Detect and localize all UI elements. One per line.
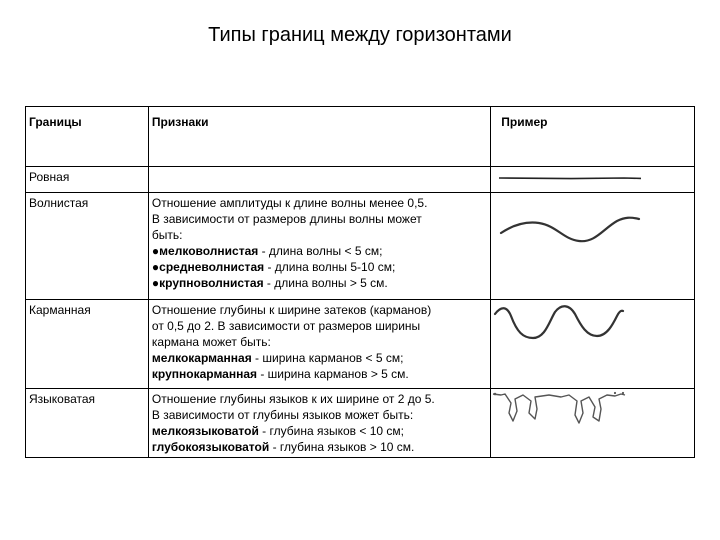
tongue-line-illustration (491, 391, 681, 455)
tongue-line-1: Отношение глубины языков к их ширине от 2 до 5. (151, 392, 435, 406)
pocket-item-large (152, 366, 487, 382)
bullet-icon: ● (151, 276, 160, 290)
tongue-item-deep (152, 439, 487, 455)
wavy-desc-small: - длина волны < 5 см; (258, 244, 383, 258)
row-name-tongue: Языковатая (26, 389, 149, 458)
wavy-term-small: мелковолнистая (159, 244, 259, 258)
row-name-wavy: Волнистая (26, 193, 149, 300)
row-features-flat (148, 167, 490, 193)
example-pocket-cell (491, 300, 695, 389)
pocket-line-1: Отношение глубины к ширине затеков (карманов) (151, 303, 432, 317)
wavy-item-large (152, 275, 487, 291)
wavy-item-medium (152, 259, 487, 275)
tongue-item-shallow (152, 423, 487, 439)
tongue-desc-shallow: - глубина языков < 10 см; (258, 424, 404, 438)
pocket-item-small (152, 350, 487, 366)
table-row-flat (26, 167, 695, 193)
wavy-line-1: Отношение амплитуды к длине волны менее 0,5. (151, 196, 428, 210)
wavy-desc-large: - длина волны > 5 см. (263, 276, 388, 290)
table-row-tongue (26, 389, 695, 458)
wavy-term-large: крупноволнистая (159, 276, 264, 290)
row-features-pocket (148, 300, 490, 389)
wavy-line-2: В зависимости от размеров длины волны может (151, 212, 422, 226)
table-row-pocket (26, 300, 695, 389)
header-features: Признаки (148, 107, 490, 167)
example-tongue-cell (491, 389, 695, 458)
row-features-tongue (148, 389, 490, 458)
table-row-wavy (26, 193, 695, 300)
tongue-desc-deep: - глубина языков > 10 см. (269, 440, 415, 454)
example-wavy-cell (491, 193, 695, 300)
pocket-line-illustration (491, 302, 681, 386)
wavy-term-medium: средневолнистая (159, 260, 265, 274)
table-header-row (26, 107, 695, 167)
example-flat-cell (491, 167, 695, 193)
pocket-desc-large: - ширина карманов > 5 см. (257, 367, 409, 381)
flat-line-illustration (491, 169, 681, 190)
bullet-icon: ● (151, 244, 160, 258)
bullet-icon: ● (151, 260, 160, 274)
wavy-desc-medium: - длина волны 5-10 см; (264, 260, 396, 274)
pocket-desc-small: - ширина карманов < 5 см; (251, 351, 404, 365)
pocket-line-3: кармана может быть: (151, 335, 271, 349)
row-name-pocket: Карманная (26, 300, 149, 389)
page-title: Типы границ между горизонтами (208, 24, 512, 46)
pocket-term-small: мелкокарманная (151, 351, 252, 365)
row-features-wavy (148, 193, 490, 300)
tongue-term-deep: глубокоязыковатой (151, 440, 270, 454)
tongue-line-2: В зависимости от глубины языков может быть: (151, 408, 414, 422)
header-example: Пример (491, 107, 695, 167)
wavy-line-3: быть: (151, 228, 183, 242)
wavy-item-small (152, 243, 487, 259)
wavy-line-illustration (491, 195, 681, 297)
header-boundaries: Границы (26, 107, 149, 167)
tongue-term-shallow: мелкоязыковатой (151, 424, 259, 438)
pocket-term-large: крупнокарманная (151, 367, 258, 381)
row-name-flat: Ровная (26, 167, 149, 193)
pocket-line-2: от 0,5 до 2. В зависимости от размеров ширины (151, 319, 421, 333)
boundary-types-table (25, 106, 695, 458)
